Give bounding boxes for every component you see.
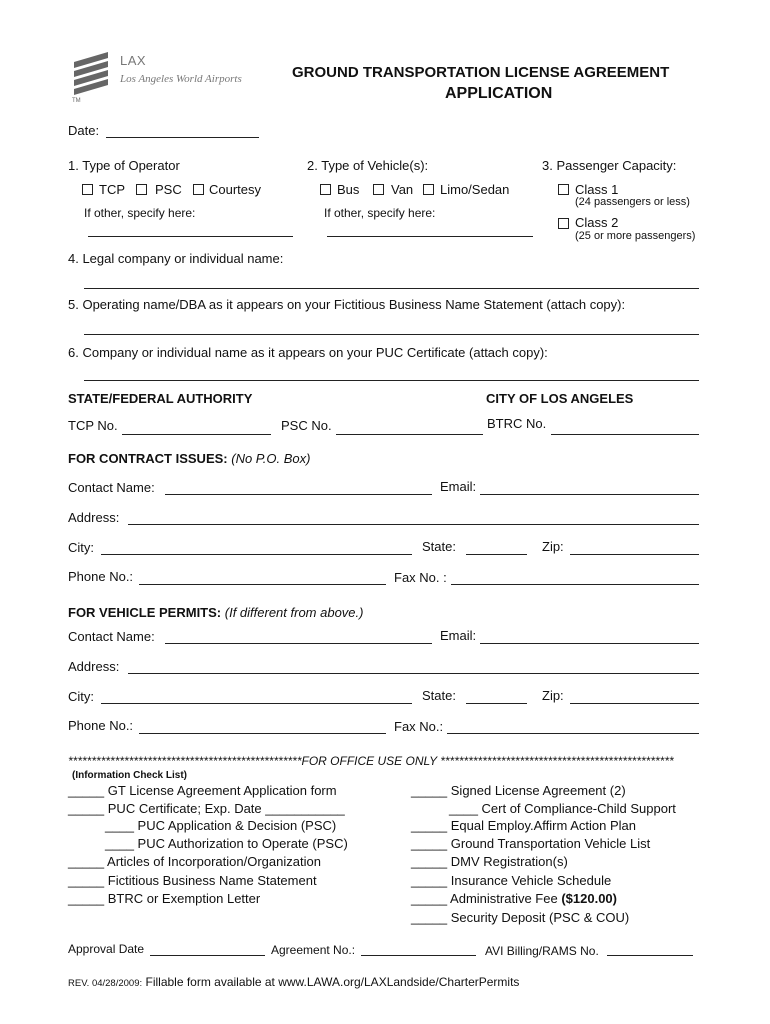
permits-zip-field[interactable] — [570, 703, 699, 704]
contract-contact-field[interactable] — [165, 494, 432, 495]
passenger-capacity-label: 3. Passenger Capacity: — [542, 158, 677, 173]
legal-name-field[interactable] — [84, 288, 699, 289]
checklist-label: (Information Check List) — [72, 770, 188, 781]
tcp-option-label: TCP — [99, 182, 125, 197]
check-security-deposit: _____ Security Deposit (PSC & COU) — [411, 910, 630, 925]
contract-address-label: Address: — [68, 510, 120, 525]
lax-logo — [70, 50, 112, 103]
class2-checkbox[interactable] — [558, 218, 569, 229]
permits-phone-field[interactable] — [139, 733, 386, 734]
btrc-no-label: BTRC No. — [487, 416, 547, 431]
legal-name-label: 4. Legal company or individual name: — [68, 251, 284, 266]
vehicle-other-field[interactable] — [327, 236, 533, 237]
puc-name-field[interactable] — [84, 380, 699, 381]
permits-state-field[interactable] — [466, 703, 527, 704]
contract-fax-field[interactable] — [451, 584, 699, 585]
contract-issues-heading-row — [68, 451, 310, 466]
revision-label: REV. 04/28/2009: — [68, 978, 143, 989]
tcp-no-label: TCP No. — [68, 418, 118, 433]
vehicle-type-label: 2. Type of Vehicle(s): — [307, 158, 429, 173]
contract-city-label: City: — [68, 540, 94, 555]
permits-address-field[interactable] — [128, 673, 699, 674]
check-signed-agreement: _____ Signed License Agreement (2) — [411, 783, 626, 798]
state-federal-heading: STATE/FEDERAL AUTHORITY — [68, 391, 253, 406]
trademark-label: TM — [72, 98, 81, 104]
contract-zip-label: Zip: — [542, 539, 564, 554]
agreement-no-label: Agreement No.: — [271, 943, 356, 957]
check-child-support: ____ Cert of Compliance-Child Support — [449, 801, 676, 816]
approval-date-field[interactable] — [150, 955, 265, 956]
class2-note: (25 or more passengers) — [575, 230, 696, 242]
check-puc-certificate: _____ PUC Certificate; Exp. Date ___________ — [68, 801, 345, 816]
psc-option-label: PSC — [155, 182, 182, 197]
lax-logo-icon — [70, 50, 112, 100]
class1-label: Class 1 — [575, 182, 619, 197]
permits-state-label: State: — [422, 688, 456, 703]
check-articles: _____ Articles of Incorporation/Organization — [68, 854, 321, 869]
limo-sedan-checkbox[interactable] — [423, 184, 434, 195]
contract-address-field[interactable] — [128, 524, 699, 525]
logo-brand: LAX — [120, 53, 147, 68]
billing-no-field[interactable] — [607, 955, 693, 956]
check-dmv-registration: _____ DMV Registration(s) — [411, 854, 568, 869]
approval-date-label: Approval Date — [68, 942, 145, 956]
courtesy-option-label: Courtesy — [209, 182, 262, 197]
permits-phone-label: Phone No.: — [68, 718, 134, 733]
form-title: GROUND TRANSPORTATION LICENSE AGREEMENT — [292, 64, 670, 81]
check-insurance-schedule: _____ Insurance Vehicle Schedule — [411, 873, 612, 888]
van-option-label: Van — [391, 182, 414, 197]
limo-sedan-option-label: Limo/Sedan — [440, 182, 510, 197]
billing-no-label: AVI Billing/RAMS No. — [485, 944, 599, 958]
psc-no-field[interactable] — [336, 434, 483, 435]
agreement-no-field[interactable] — [361, 955, 476, 956]
btrc-no-field[interactable] — [551, 434, 699, 435]
admin-fee-amount: ($120.00) — [561, 891, 617, 906]
psc-no-label: PSC No. — [281, 418, 332, 433]
contract-state-field[interactable] — [466, 554, 527, 555]
contract-issues-note: (No P.O. Box) — [231, 451, 311, 466]
class1-note: (24 passengers or less) — [575, 196, 690, 208]
check-gt-license: _____ GT License Agreement Application form — [68, 783, 337, 798]
contract-contact-label: Contact Name: — [68, 480, 155, 495]
permits-fax-label: Fax No.: — [394, 719, 444, 734]
footer-row — [68, 975, 519, 989]
contract-phone-label: Phone No.: — [68, 569, 134, 584]
contract-zip-field[interactable] — [570, 554, 699, 555]
contract-issues-heading: FOR CONTRACT ISSUES: — [68, 451, 228, 466]
date-field[interactable] — [106, 137, 259, 138]
operator-other-label: If other, specify here: — [84, 206, 196, 220]
check-btrc-letter: _____ BTRC or Exemption Letter — [68, 891, 261, 906]
bus-checkbox[interactable] — [320, 184, 331, 195]
dba-name-label: 5. Operating name/DBA as it appears on your Fictitious Business Name Statement (attach copy): — [68, 297, 626, 312]
permits-email-label: Email: — [440, 628, 477, 643]
fillable-form-note: Fillable form available at www.LAWA.org/LAXLandside/CharterPermits — [145, 975, 520, 989]
date-label: Date: — [68, 123, 100, 138]
check-admin-fee: _____ Administrative Fee — [411, 891, 558, 906]
contract-email-label: Email: — [440, 479, 477, 494]
permits-address-label: Address: — [68, 659, 120, 674]
permits-zip-label: Zip: — [542, 688, 564, 703]
check-puc-authorization: ____ PUC Authorization to Operate (PSC) — [105, 836, 348, 851]
operator-type-label: 1. Type of Operator — [68, 158, 180, 173]
operator-other-field[interactable] — [88, 236, 293, 237]
class2-label: Class 2 — [575, 215, 619, 230]
psc-checkbox[interactable] — [136, 184, 147, 195]
check-admin-fee-row — [411, 891, 617, 906]
contract-fax-label: Fax No. : — [394, 570, 447, 585]
vehicle-permits-note: (If different from above.) — [224, 605, 364, 620]
puc-name-label: 6. Company or individual name as it appears on your PUC Certificate (attach copy): — [68, 345, 548, 360]
contract-city-field[interactable] — [101, 554, 412, 555]
contract-phone-field[interactable] — [139, 584, 386, 585]
check-fictitious-name: _____ Fictitious Business Name Statement — [68, 873, 317, 888]
vehicle-permits-heading: FOR VEHICLE PERMITS: — [68, 605, 222, 620]
city-la-heading: CITY OF LOS ANGELES — [486, 391, 634, 406]
permits-email-field[interactable] — [480, 643, 699, 644]
permits-contact-field[interactable] — [165, 643, 432, 644]
vehicle-other-label: If other, specify here: — [324, 206, 436, 220]
permits-fax-field[interactable] — [447, 733, 699, 734]
office-use-banner: **************************************************FOR OFFICE USE ONLY ************************************************** — [68, 754, 674, 768]
dba-name-field[interactable] — [84, 334, 699, 335]
class1-checkbox[interactable] — [558, 184, 569, 195]
van-checkbox[interactable] — [373, 184, 384, 195]
vehicle-permits-heading-row — [68, 605, 363, 620]
permits-contact-label: Contact Name: — [68, 629, 155, 644]
tcp-no-field[interactable] — [122, 434, 271, 435]
permits-city-field[interactable] — [101, 703, 412, 704]
check-affirm-action: _____ Equal Employ.Affirm Action Plan — [411, 818, 636, 833]
contract-email-field[interactable] — [480, 494, 699, 495]
tcp-checkbox[interactable] — [82, 184, 93, 195]
permits-city-label: City: — [68, 689, 94, 704]
bus-option-label: Bus — [337, 182, 360, 197]
check-puc-application: ____ PUC Application & Decision (PSC) — [105, 818, 337, 833]
check-vehicle-list: _____ Ground Transportation Vehicle List — [411, 836, 651, 851]
form-subtitle: APPLICATION — [445, 85, 553, 102]
courtesy-checkbox[interactable] — [193, 184, 204, 195]
contract-state-label: State: — [422, 539, 456, 554]
logo-subtitle: Los Angeles World Airports — [120, 73, 242, 85]
